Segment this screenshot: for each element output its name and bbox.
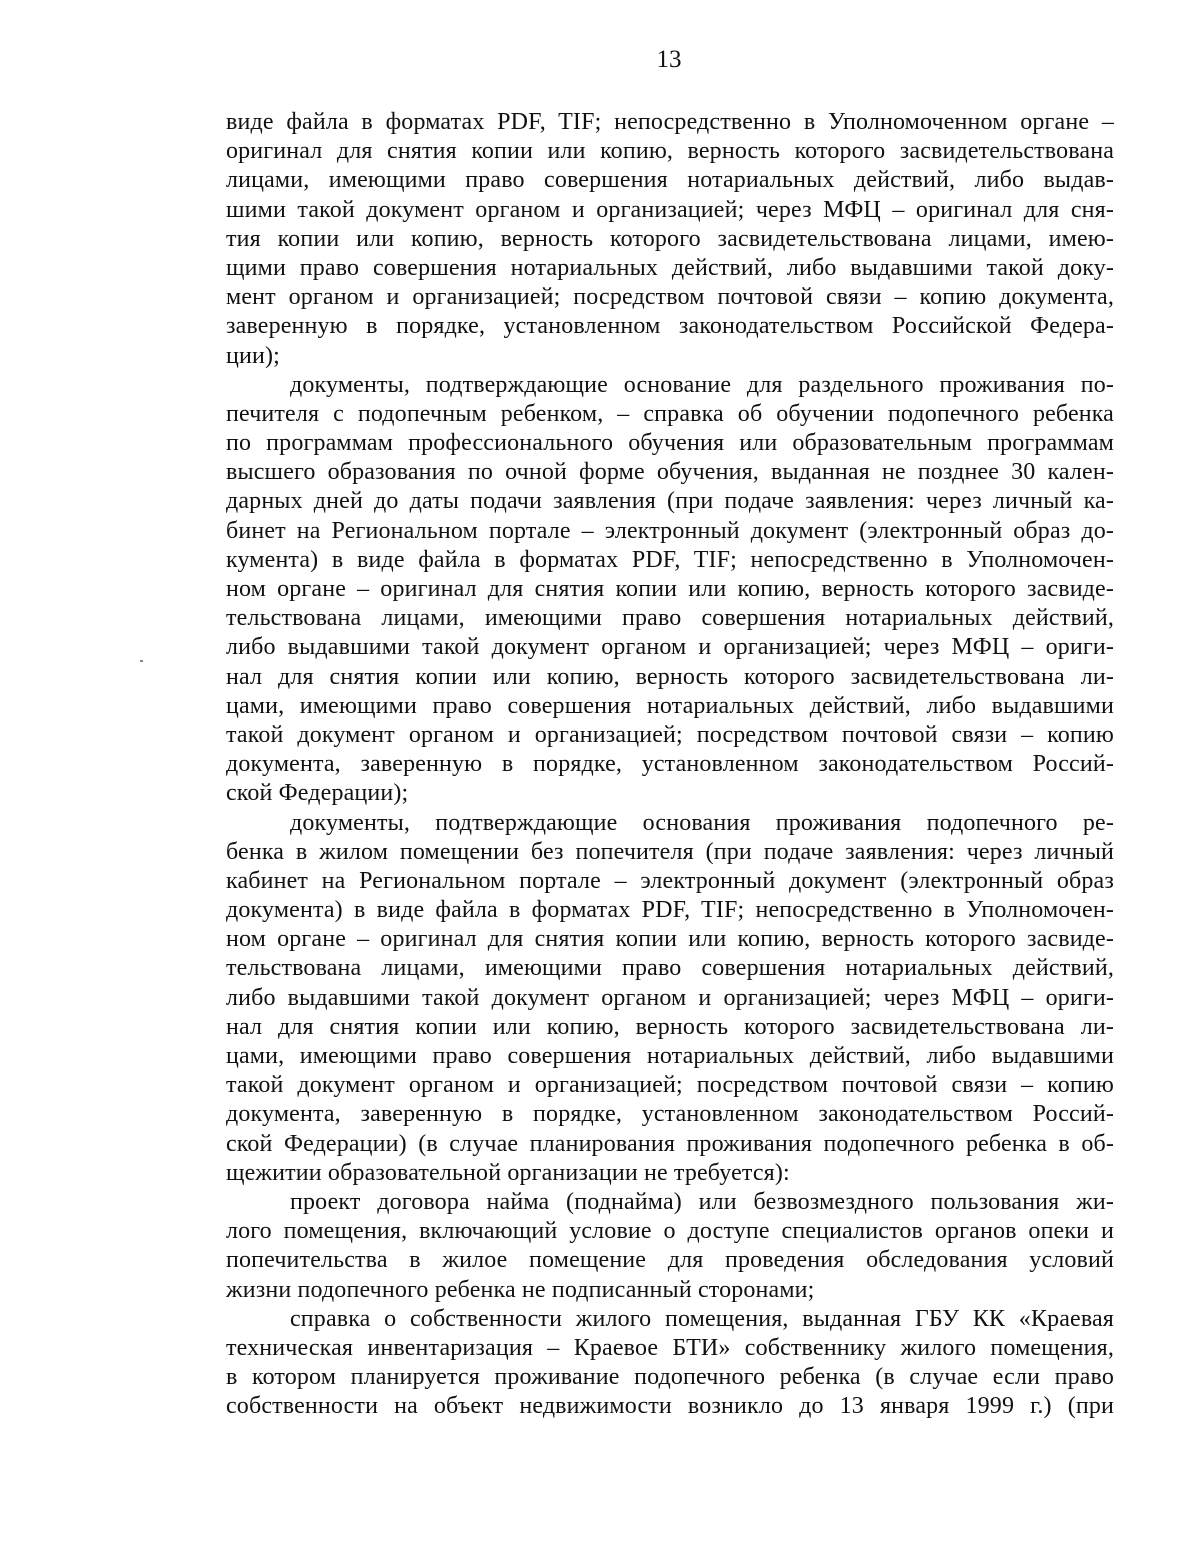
- text-line: документы, подтверждающие основания проживания подопечного ре-: [290, 809, 1114, 836]
- text-line: оригинал для снятия копии или копию, верность которого засвидетельствована: [226, 138, 1114, 165]
- text-line: заверенную в порядке, установленном законодательством Российской Федера-: [226, 313, 1114, 340]
- text-line: справка о собственности жилого помещения, выданная ГБУ КК «Краевая: [290, 1305, 1114, 1332]
- text-line: цами, имеющими право совершения нотариальных действий, либо выдавшими: [226, 1043, 1114, 1069]
- margin-mark: [140, 660, 143, 662]
- page-number: 13: [656, 46, 682, 73]
- text-line: документа, заверенную в порядке, установленном законодательством Россий-: [226, 751, 1114, 778]
- text-line: тельствована лицами, имеющими право совершения нотариальных действий,: [226, 955, 1114, 982]
- text-line: нал для снятия копии или копию, верность которого засвидетельствована ли-: [226, 663, 1114, 690]
- text-line: такой документ органом и организацией; посредством почтовой связи – копию: [226, 1072, 1114, 1099]
- document-body: [226, 108, 1114, 1421]
- text-line: дарных дней до даты подачи заявления (при подаче заявления: через личный ка-: [226, 488, 1114, 515]
- text-line: щежитии образовательной организации не требуется):: [226, 1159, 790, 1186]
- paragraph: [226, 371, 1114, 809]
- text-line: такой документ органом и организацией; посредством почтовой связи – копию: [226, 721, 1114, 748]
- text-line: ном органе – оригинал для снятия копии или копию, верность которого засвиде-: [226, 926, 1114, 953]
- text-line: лого помещения, включающий условие о доступе специалистов органов опеки и: [226, 1218, 1114, 1245]
- text-line: тельствована лицами, имеющими право совершения нотариальных действий,: [226, 605, 1114, 632]
- text-line: ской Федерации);: [226, 780, 409, 807]
- text-line: печителя с подопечным ребенком, – справка об обучении подопечного ребенка: [226, 400, 1114, 427]
- text-line: кабинет на Региональном портале – электронный документ (электронный образ: [226, 867, 1114, 894]
- text-line: документы, подтверждающие основание для раздельного проживания по-: [290, 371, 1114, 398]
- text-line: жизни подопечного ребенка не подписанный сторонами;: [226, 1276, 815, 1303]
- text-line: цами, имеющими право совершения нотариальных действий, либо выдавшими: [226, 692, 1114, 719]
- text-line: виде файла в форматах PDF, TIF; непосредственно в Уполномоченном органе –: [226, 109, 1114, 135]
- text-line: бенка в жилом помещении без попечителя (при подаче заявления: через личный: [226, 838, 1114, 865]
- text-line: щими право совершения нотариальных действий, либо выдавшими такой доку-: [226, 254, 1114, 281]
- text-line: документа, заверенную в порядке, установленном законодательством Россий-: [226, 1101, 1114, 1128]
- text-line: бинет на Региональном портале – электронный документ (электронный образ до-: [226, 517, 1114, 544]
- text-line: в котором планируется проживание подопечного ребенка (в случае если право: [226, 1364, 1114, 1391]
- text-line: собственности на объект недвижимости возникло до 13 января 1999 г.) (при: [226, 1393, 1114, 1420]
- text-line: либо выдавшими такой документ органом и организацией; через МФЦ – ориги-: [226, 984, 1114, 1011]
- text-line: документа) в виде файла в форматах PDF, TIF; непосредственно в Уполномочен-: [226, 897, 1114, 924]
- paragraph: [226, 809, 1114, 1188]
- text-line: либо выдавшими такой документ органом и организацией; через МФЦ – ориги-: [226, 634, 1114, 661]
- text-line: высшего образования по очной форме обучения, выданная не позднее 30 кален-: [226, 459, 1114, 486]
- text-line: техническая инвентаризация – Краевое БТИ» собственнику жилого помещения,: [226, 1334, 1114, 1361]
- text-line: кумента) в виде файла в форматах PDF, TIF; непосредственно в Уполномочен-: [226, 546, 1114, 573]
- text-line: шими такой документ органом и организацией; через МФЦ – оригинал для сня-: [226, 196, 1114, 223]
- paragraph: [226, 1305, 1114, 1422]
- text-line: попечительства в жилое помещение для проведения обследования условий: [226, 1247, 1114, 1274]
- text-line: лицами, имеющими право совершения нотариальных действий, либо выдав-: [226, 167, 1114, 194]
- paragraph: [226, 108, 1114, 371]
- text-line: ской Федерации) (в случае планирования проживания подопечного ребенка в об-: [226, 1130, 1114, 1157]
- text-line: мент органом и организацией; посредством почтовой связи – копию документа,: [226, 284, 1114, 311]
- text-line: нал для снятия копии или копию, верность которого засвидетельствована ли-: [226, 1013, 1114, 1040]
- text-line: тия копии или копию, верность которого засвидетельствована лицами, имею-: [226, 225, 1114, 252]
- text-line: ном органе – оригинал для снятия копии или копию, верность которого засвиде-: [226, 576, 1114, 602]
- text-line: проект договора найма (поднайма) или безвозмездного пользования жи-: [290, 1188, 1114, 1215]
- paragraph: [226, 1188, 1114, 1305]
- text-line: по программам профессионального обучения или образовательным программам: [226, 430, 1114, 457]
- text-line: ции);: [226, 342, 280, 369]
